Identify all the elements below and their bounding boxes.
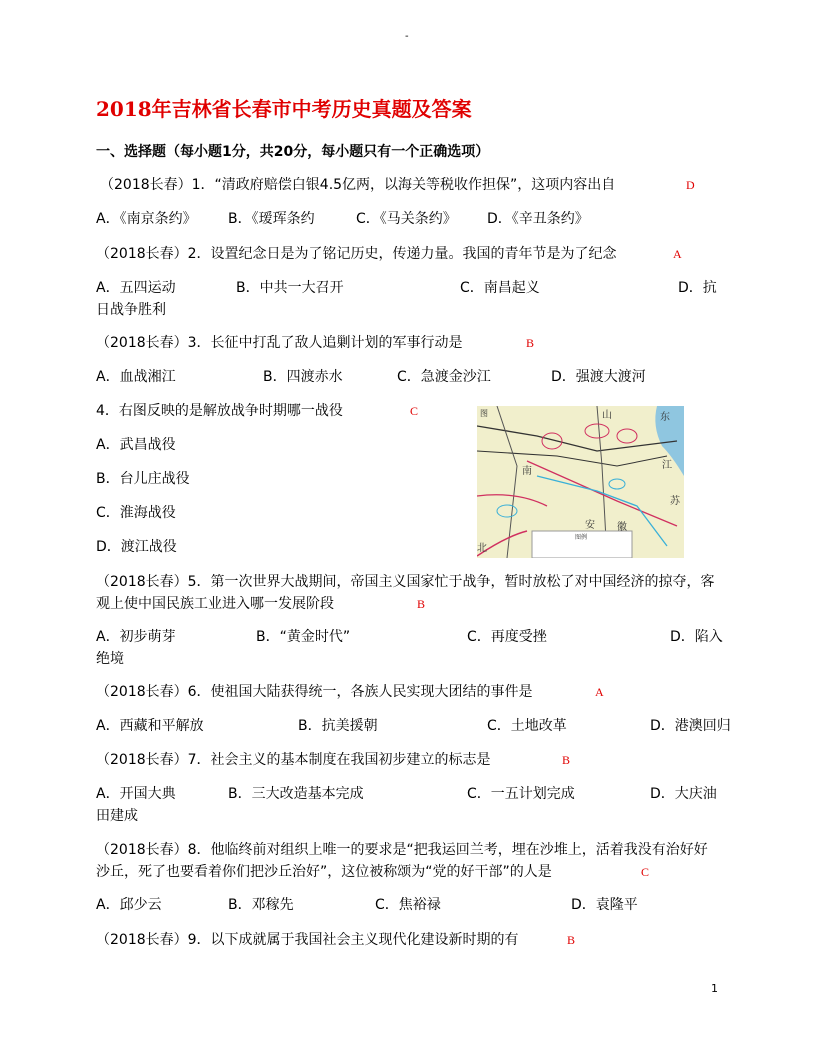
page-title: 2018年吉林省长春市中考历史真题及答案 bbox=[96, 97, 472, 121]
option: D．《辛丑条约》 bbox=[487, 211, 589, 227]
section-heading: 一、选择题（每小题1分，共20分，每小题只有一个正确选项） bbox=[96, 144, 490, 160]
page-number: 1 bbox=[711, 982, 718, 995]
option: A．西藏和平解放 bbox=[96, 718, 204, 734]
answer-2: A bbox=[673, 247, 682, 261]
option: A．《南京条约》 bbox=[96, 211, 197, 227]
option: D．强渡大渡河 bbox=[551, 369, 646, 385]
question-7-stem: （2018长春）7．社会主义的基本制度在我国初步建立的标志是 bbox=[96, 752, 491, 768]
option: C．土地改革 bbox=[487, 718, 567, 734]
question-6-stem: （2018长春）6．使祖国大陆获得统一，各族人民实现大团结的事件是 bbox=[96, 684, 533, 700]
option: D．渡江战役 bbox=[96, 539, 177, 555]
option: 绝境 bbox=[96, 651, 124, 667]
option: D．抗 bbox=[678, 280, 717, 296]
answer-1: D bbox=[686, 178, 695, 192]
question-5-stem: （2018长春）5．第一次世界大战期间，帝国主义国家忙于战争，暂时放松了对中国经济的掠夺，客 bbox=[96, 574, 715, 590]
option: C．焦裕禄 bbox=[375, 897, 441, 913]
map-label: 东 bbox=[660, 412, 670, 423]
option: A．开国大典 bbox=[96, 786, 176, 802]
map-legend-title: 图例 bbox=[575, 534, 588, 541]
option: C．再度受挫 bbox=[467, 629, 547, 645]
option: A．邱少云 bbox=[96, 897, 162, 913]
question-4-stem: 4．右图反映的是解放战争时期哪一战役 bbox=[96, 403, 343, 419]
answer-5: B bbox=[417, 597, 426, 611]
question-9-stem: （2018长春）9．以下成就属于我国社会主义现代化建设新时期的有 bbox=[96, 932, 519, 948]
option: 田建成 bbox=[96, 808, 138, 824]
option: B．中共一大召开 bbox=[236, 280, 344, 296]
option: D．港澳回归 bbox=[650, 718, 731, 734]
question-2-stem: （2018长春）2．设置纪念日是为了铭记历史，传递力量。我国的青年节是为了纪念 bbox=[96, 246, 617, 262]
answer-8: C bbox=[641, 865, 650, 879]
option: C．淮海战役 bbox=[96, 505, 176, 521]
map-label: 江 bbox=[662, 460, 672, 471]
question-5-stem: 观上使中国民族工业进入哪一发展阶段 bbox=[96, 596, 334, 612]
option: B．三大改造基本完成 bbox=[228, 786, 364, 802]
option: D．袁隆平 bbox=[571, 897, 638, 913]
header-mark: - bbox=[405, 31, 409, 42]
map-label: 南 bbox=[522, 466, 532, 477]
option: A．初步萌芽 bbox=[96, 629, 176, 645]
option: B．四渡赤水 bbox=[263, 369, 343, 385]
question-3-stem: （2018长春）3．长征中打乱了敌人追剿计划的军事行动是 bbox=[96, 335, 463, 351]
huaihai-campaign-map bbox=[477, 406, 684, 558]
map-label: 北 bbox=[477, 543, 487, 554]
option: A．五四运动 bbox=[96, 280, 176, 296]
map-label: 徽 bbox=[617, 522, 627, 533]
option: C．南昌起义 bbox=[460, 280, 540, 296]
map-label: 安 bbox=[585, 520, 595, 531]
map-label: 山 bbox=[602, 410, 612, 421]
option: B．台儿庄战役 bbox=[96, 471, 190, 487]
answer-4: C bbox=[410, 404, 419, 418]
option: B．“黄金时代” bbox=[256, 629, 351, 645]
answer-7: B bbox=[562, 753, 571, 767]
option: B．《瑷珲条约 bbox=[228, 211, 315, 227]
option: A．武昌战役 bbox=[96, 437, 176, 453]
question-1-stem: （2018长春）1．“清政府赔偿白银4.5亿两，以海关等税收作担保”，这项内容出自 bbox=[100, 177, 616, 193]
map-label: 图 bbox=[480, 409, 488, 418]
option: B．抗美援朝 bbox=[298, 718, 378, 734]
option: A．血战湘江 bbox=[96, 369, 176, 385]
answer-3: B bbox=[526, 336, 535, 350]
question-8-stem: 沙丘，死了也要看着你们把沙丘治好”，这位被称颂为“党的好干部”的人是 bbox=[96, 864, 552, 880]
option: B．邓稼先 bbox=[228, 897, 294, 913]
option: C．急渡金沙江 bbox=[397, 369, 491, 385]
option: C．一五计划完成 bbox=[467, 786, 575, 802]
option: D．大庆油 bbox=[650, 786, 717, 802]
answer-6: A bbox=[595, 685, 604, 699]
option: 日战争胜利 bbox=[96, 302, 166, 318]
option: C．《马关条约》 bbox=[356, 211, 457, 227]
answer-9: B bbox=[567, 933, 576, 947]
map-label: 苏 bbox=[670, 496, 680, 507]
question-8-stem: （2018长春）8．他临终前对组织上唯一的要求是“把我运回兰考，埋在沙堆上，活着我没有治好好 bbox=[96, 842, 708, 858]
option: D．陷入 bbox=[670, 629, 723, 645]
